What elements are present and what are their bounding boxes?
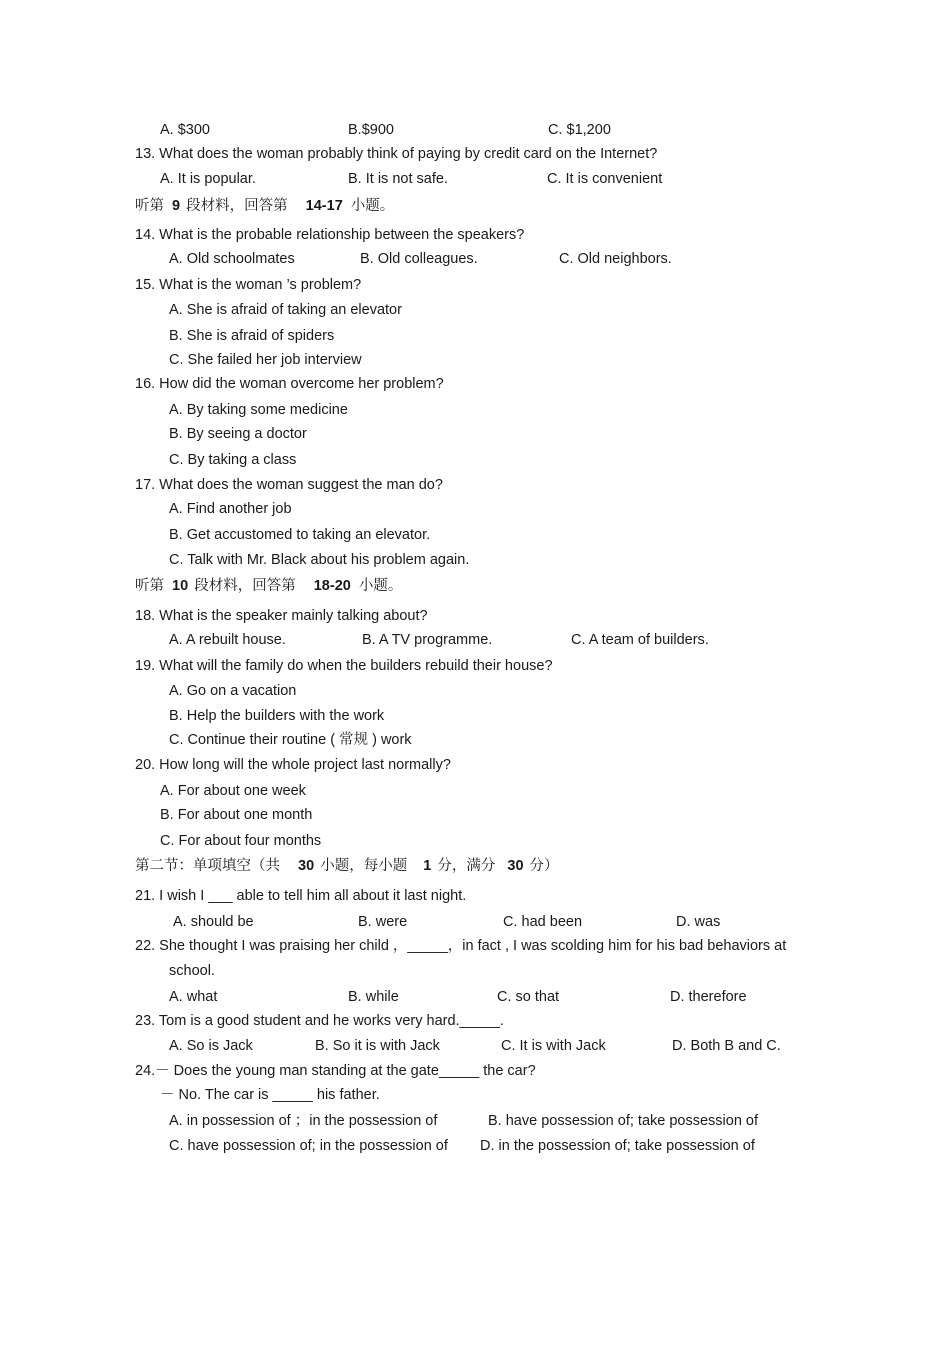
q19-option-a: A. Go on a vacation (169, 683, 297, 699)
q19-stem: 19. What will the family do when the builders rebuild their house? (135, 658, 553, 674)
q21-option-d: D. was (676, 914, 721, 930)
q12-option-c: C. $1,200 (548, 122, 611, 138)
q21-option-c: C. had been (503, 914, 583, 930)
q18-option-b: B. A TV programme. (362, 632, 493, 648)
q12-option-a: A. $300 (160, 122, 210, 138)
q22-option-a: A. what (169, 989, 218, 1005)
q14-option-a: A. Old schoolmates (169, 251, 295, 267)
q20-stem: 20. How long will the whole project last normally? (135, 757, 451, 773)
part-2-suffix: 分） (529, 858, 559, 874)
q18-stem: 18. What is the speaker mainly talking about? (135, 608, 428, 624)
q17-option-c: C. Talk with Mr. Black about his problem again. (169, 552, 470, 568)
q21-option-b: B. were (358, 914, 408, 930)
q18-option-c: C. A team of builders. (571, 632, 709, 648)
q16-option-a: A. By taking some medicine (169, 402, 348, 418)
part-2-mid-1: 小题，每小题 (320, 858, 408, 874)
q20-option-c: C. For about four months (160, 833, 322, 849)
section-10-mid: 段材料，回答第 (194, 578, 296, 594)
part-2-count: 30 (298, 858, 315, 874)
q22-option-b: B. while (348, 989, 399, 1005)
section-9-prefix: 听第 (135, 198, 164, 214)
q21-stem: 21. I wish I ___ able to tell him all about it last night. (135, 888, 467, 904)
section-10-suffix: 小题。 (358, 578, 403, 594)
section-9-range: 14-17 (305, 198, 343, 214)
q15-option-a: A. She is afraid of taking an elevator (169, 302, 402, 318)
q12-option-b: B.$900 (348, 122, 394, 138)
q24-option-c: C. have possession of; in the possession of (169, 1138, 448, 1154)
q24-stem: 24.－ Does the young man standing at the gate_____ the car? (135, 1063, 536, 1079)
q16-stem: 16. How did the woman overcome her problem? (135, 376, 444, 392)
q24-option-d: D. in the possession of; take possession of (480, 1138, 755, 1154)
q13-option-a: A. It is popular. (160, 171, 256, 187)
q22-option-d: D. therefore (670, 989, 747, 1005)
q23-option-c: C. It is with Jack (501, 1038, 606, 1054)
part-2-prefix: 第二节：单项填空（共 (135, 858, 280, 874)
q14-option-c: C. Old neighbors. (559, 251, 672, 267)
section-9-mid: 段材料，回答第 (186, 198, 288, 214)
section-10-range: 18-20 (313, 578, 351, 594)
q16-option-b: B. By seeing a doctor (169, 426, 307, 442)
q14-stem: 14. What is the probable relationship between the speakers? (135, 227, 525, 243)
section-9-suffix: 小题。 (350, 198, 395, 214)
q24-option-a: A. in possession of ；in the possession of (169, 1113, 438, 1129)
q19-option-b: B. Help the builders with the work (169, 708, 385, 724)
q22-option-c: C. so that (497, 989, 560, 1005)
q16-option-c: C. By taking a class (169, 452, 297, 468)
q13-option-c: C. It is convenient (547, 171, 663, 187)
part-2-total: 30 (507, 858, 524, 874)
section-10-number: 10 (172, 578, 189, 594)
q20-option-b: B. For about one month (160, 807, 313, 823)
q24-reply: － No. The car is _____ his father. (160, 1087, 380, 1103)
q23-option-d: D. Both B and C. (672, 1038, 781, 1054)
q23-option-a: A. So is Jack (169, 1038, 253, 1054)
q17-stem: 17. What does the woman suggest the man do? (135, 477, 443, 493)
q15-option-b: B. She is afraid of spiders (169, 328, 335, 344)
q19-option-c: C. Continue their routine ( 常规 ) work (169, 732, 412, 748)
q17-option-a: A. Find another job (169, 501, 292, 517)
part-2-heading (135, 857, 559, 875)
q22-stem: 22. She thought I was praising her child ，_____，in fact , I was scolding him for his bad behaviors at (135, 938, 787, 954)
part-2-mid-2: 分，满分 (437, 858, 496, 874)
q17-option-b: B. Get accustomed to taking an elevator. (169, 527, 431, 543)
q13-stem: 13. What does the woman probably think of paying by credit card on the Internet? (135, 146, 658, 162)
q23-option-b: B. So it is with Jack (315, 1038, 440, 1054)
section-9-heading (135, 197, 394, 215)
section-10-heading (135, 577, 402, 595)
q15-stem: 15. What is the woman ’s problem? (135, 277, 362, 293)
q15-option-c: C. She failed her job interview (169, 352, 362, 368)
part-2-points-each: 1 (423, 858, 432, 874)
q22-stem-continued: school. (169, 963, 215, 979)
section-9-number: 9 (172, 198, 181, 214)
q24-option-b: B. have possession of; take possession of (488, 1113, 759, 1129)
section-10-prefix: 听第 (135, 578, 164, 594)
q21-option-a: A. should be (173, 914, 254, 930)
q18-option-a: A. A rebuilt house. (169, 632, 286, 648)
q13-option-b: B. It is not safe. (348, 171, 448, 187)
q23-stem: 23. Tom is a good student and he works very hard._____. (135, 1013, 504, 1029)
q14-option-b: B. Old colleagues. (360, 251, 478, 267)
q20-option-a: A. For about one week (160, 783, 306, 799)
